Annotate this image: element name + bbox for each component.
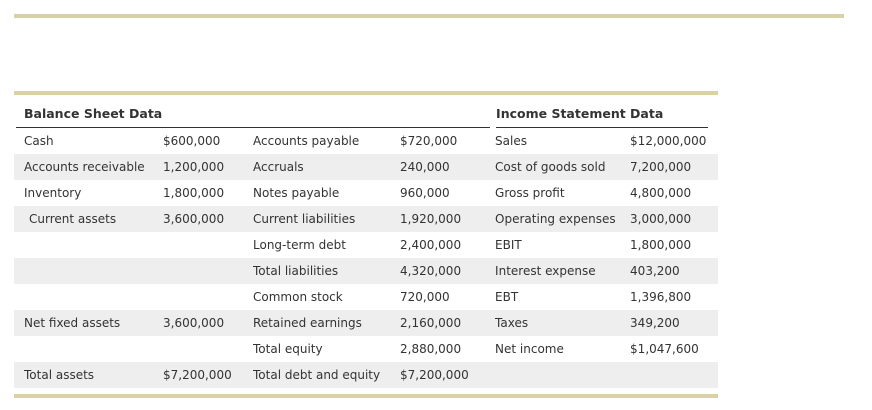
asset-value [163,232,253,258]
liability-label: Retained earnings [253,310,400,336]
liability-label: Accounts payable [253,134,360,148]
asset-label: Total assets [14,362,163,388]
asset-label: Inventory [24,186,82,200]
income-label: Taxes [490,310,630,336]
top-divider [14,14,844,18]
liability-label: Common stock [253,290,343,304]
liability-value: 240,000 [400,154,490,180]
income-label: Sales [495,134,527,148]
income-value [630,362,718,388]
table-header-row [14,95,718,127]
income-label [490,362,630,388]
income-label: EBT [495,290,519,304]
asset-value [163,258,253,284]
asset-label [14,232,163,258]
table-row [14,154,718,180]
income-value: 7,200,000 [630,154,718,180]
table-row [14,258,718,284]
asset-label [14,284,163,310]
income-value: $1,047,600 [630,342,699,356]
income-label: Operating expenses [490,206,630,232]
asset-value [163,336,253,362]
income-value: 1,800,000 [630,238,692,252]
asset-label [14,336,163,362]
liability-value: 720,000 [400,290,450,304]
asset-label: Current assets [14,206,163,232]
asset-value: 1,800,000 [163,186,225,200]
income-value: $12,000,000 [630,134,707,148]
income-label: Interest expense [490,258,630,284]
liability-value: 2,880,000 [400,342,462,356]
liability-value: $7,200,000 [400,362,490,388]
asset-label [14,258,163,284]
table-bottom-band [14,394,718,398]
asset-value: 1,200,000 [163,154,253,180]
income-value: 3,000,000 [630,206,718,232]
liability-value: 4,320,000 [400,258,490,284]
liability-value: 2,160,000 [400,310,490,336]
asset-value: $7,200,000 [163,362,253,388]
table-row [14,310,718,336]
liability-label: Total liabilities [253,258,400,284]
table-row [14,180,718,206]
liability-value: $720,000 [400,134,458,148]
income-label: Net income [495,342,564,356]
asset-value: 3,600,000 [163,310,253,336]
data-table [14,95,718,388]
table-row [14,362,718,388]
asset-label: Net fixed assets [14,310,163,336]
asset-label: Cash [24,134,54,148]
asset-value: $600,000 [163,134,221,148]
liability-label: Current liabilities [253,206,400,232]
income-label: Gross profit [495,186,565,200]
balance-sheet-heading: Balance Sheet Data [24,105,163,121]
table-row [14,128,718,154]
income-label: EBIT [495,238,522,252]
asset-value: 3,600,000 [163,206,253,232]
asset-label: Accounts receivable [14,154,163,180]
table-row [14,232,718,258]
liability-label: Accruals [253,154,400,180]
liability-label: Notes payable [253,186,340,200]
financial-data-table [14,91,718,398]
table-row [14,336,718,362]
income-value: 349,200 [630,310,718,336]
income-value: 403,200 [630,258,718,284]
liability-value: 960,000 [400,186,450,200]
income-value: 4,800,000 [630,186,692,200]
liability-value: 1,920,000 [400,206,490,232]
liability-label: Long-term debt [253,238,347,252]
income-value: 1,396,800 [630,290,692,304]
income-label: Cost of goods sold [490,154,630,180]
liability-value: 2,400,000 [400,238,462,252]
income-statement-heading: Income Statement Data [496,105,664,121]
asset-value [163,284,253,310]
liability-label: Total debt and equity [253,362,400,388]
liability-label: Total equity [253,342,323,356]
table-row [14,284,718,310]
table-row [14,206,718,232]
